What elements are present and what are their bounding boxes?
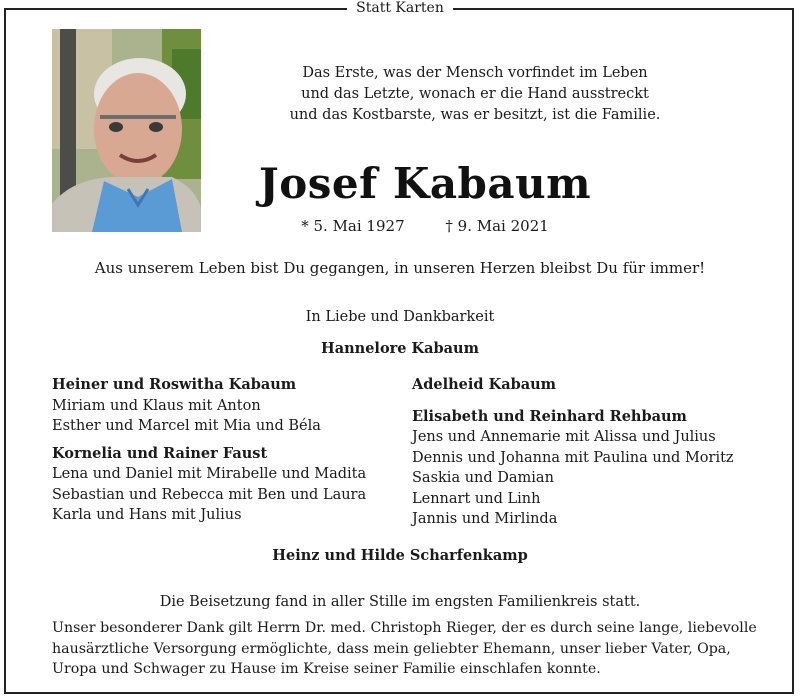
- family-head: Elisabeth und Reinhard Rehbaum: [412, 407, 687, 425]
- quote-line: Das Erste, was der Mensch vorfindet im Leben: [302, 65, 648, 81]
- widow-name: Hannelore Kabaum: [321, 340, 479, 357]
- family-head: Adelheid Kabaum: [412, 376, 557, 393]
- quote: [250, 63, 700, 126]
- family-line: Esther und Marcel mit Mia und Béla: [52, 418, 321, 434]
- family-line: Saskia und Damian: [412, 470, 554, 486]
- life-dates: [200, 216, 650, 236]
- family-line: Lena und Daniel mit Mirabelle und Madita: [52, 466, 367, 482]
- intro-line: In Liebe und Dankbarkeit: [305, 309, 495, 325]
- portrait-photo: [52, 29, 201, 232]
- birth-date: * 5. Mai 1927: [301, 217, 405, 235]
- thanks-line: Unser besonderer Dank gilt Herrn Dr. med. Christoph Rieger, der es durch seine lange, liebevolle: [52, 620, 757, 636]
- family-line: Jannis und Mirlinda: [412, 511, 558, 527]
- quote-line: und das Letzte, wonach er die Hand ausstreckt: [301, 86, 649, 102]
- siblings-name: Heinz und Hilde Scharfenkamp: [272, 547, 528, 564]
- thanks-line: Uropa und Schwager zu Hause im Kreise seiner Familie einschlafen konnte.: [52, 661, 601, 677]
- burial-notice: Die Beisetzung fand in aller Stille im engsten Familienkreis statt.: [159, 594, 641, 610]
- family-line: Sebastian und Rebecca mit Ben und Laura: [52, 486, 367, 503]
- family-line: Karla und Hans mit Julius: [52, 507, 242, 523]
- family-head: Heiner und Roswitha Kabaum: [52, 376, 297, 393]
- family-line: Miriam und Klaus mit Anton: [52, 397, 261, 414]
- header-label: Statt Karten: [0, 0, 800, 16]
- deceased-name: Josef Kabaum: [258, 159, 592, 208]
- left-family-column: [52, 375, 366, 526]
- quote-line: und das Kostbarste, was er besitzt, ist die Familie.: [289, 107, 661, 123]
- right-family-column: [412, 375, 734, 530]
- thanks-line: hausärztliche Versorgung ermöglichte, dass mein geliebter Ehemann, unser lieber Vater, Opa,: [52, 640, 731, 657]
- family-line: Lennart und Linh: [412, 490, 541, 507]
- family-head: Kornelia und Rainer Faust: [52, 444, 268, 462]
- family-line: Jens und Annemarie mit Alissa und Julius: [412, 429, 716, 445]
- family-line: Dennis und Johanna mit Paulina und Moritz: [412, 449, 734, 466]
- epitaph: Aus unserem Leben bist Du gegangen, in unseren Herzen bleibst Du für immer!: [94, 259, 706, 277]
- portrait-illustration: [52, 29, 201, 232]
- death-date: † 9. Mai 2021: [445, 217, 549, 235]
- thanks-paragraph: [52, 618, 787, 680]
